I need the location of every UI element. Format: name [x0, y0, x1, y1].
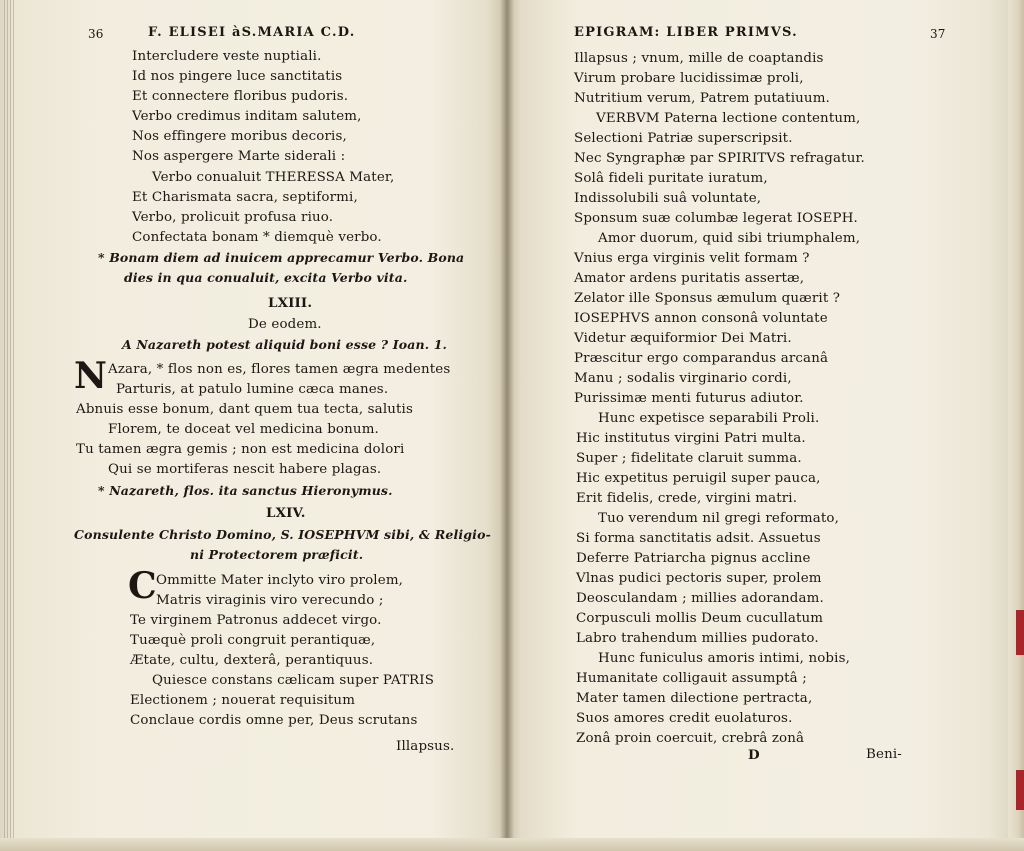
- text-line: Parturis, at patulo lumine cæca manes.: [116, 382, 389, 397]
- drop-cap: C: [128, 565, 157, 607]
- text-line: Suos amores credit euolaturos.: [576, 711, 793, 726]
- text-line: Solâ fideli puritate iuratum,: [574, 171, 768, 186]
- text-line: Corpusculi mollis Deum cucullatum: [576, 611, 824, 626]
- page-block-edge: [1008, 0, 1024, 851]
- book-gutter: [500, 0, 514, 851]
- text-line: Si forma sanctitatis adsit. Assuetus: [576, 531, 821, 546]
- text-line: Tuæquè proli congruit perantiquæ,: [130, 633, 376, 648]
- epigraph: A Nazareth potest aliquid boni esse ? Ioan. 1.: [122, 337, 448, 352]
- catchword: Beni-: [866, 747, 902, 762]
- text-line: Mater tamen dilectione pertracta,: [576, 691, 813, 706]
- section-title: Consulente Christo Domino, S. IOSEPHVM sibi, & Religio-: [74, 527, 491, 542]
- text-line: Purissimæ menti futurus adiutor.: [574, 391, 804, 406]
- text-line: Deosculandam ; millies adorandam.: [576, 591, 824, 606]
- text-line: Indissolubili suâ voluntate,: [574, 191, 762, 206]
- text-line: Verbo credimus inditam salutem,: [132, 109, 362, 124]
- bottom-page-edge: [0, 838, 1024, 851]
- text-line: Deferre Patriarcha pignus accline: [576, 551, 811, 566]
- text-line: Hic institutus virgini Patri multa.: [576, 431, 806, 446]
- section-title: ni Protectorem præficit.: [190, 547, 364, 562]
- page-number-left: 36: [88, 27, 104, 41]
- catchword: Illapsus.: [396, 739, 455, 754]
- text-line: Verbo conualuit THERESSA Mater,: [152, 170, 395, 185]
- section-number: LXIII.: [268, 295, 313, 311]
- text-line: Electionem ; nouerat requisitum: [130, 693, 356, 708]
- text-line: Intercludere veste nuptiali.: [132, 49, 322, 64]
- text-line: Nutritium verum, Patrem putatiuum.: [574, 91, 830, 106]
- text-line: Nos effingere moribus decoris,: [132, 129, 347, 144]
- text-line: Florem, te doceat vel medicina bonum.: [108, 422, 379, 437]
- text-line: Illapsus ; vnum, mille de coaptandis: [574, 51, 824, 66]
- page-edges: [4, 0, 14, 851]
- text-line: Quiesce constans cælicam super PATRIS: [152, 673, 435, 688]
- text-line: Super ; fidelitate claruit summa.: [576, 451, 802, 466]
- text-line: Verbo, prolicuit profusa riuo.: [132, 210, 334, 225]
- text-line: Matris viraginis viro verecundo ;: [156, 593, 384, 608]
- footnote-line: * Bonam diem ad inuicem apprecamur Verbo. Bona: [98, 250, 465, 265]
- text-line: Amor duorum, quid sibi triumphalem,: [598, 231, 861, 246]
- text-line: Selectioni Patriæ superscripsit.: [574, 131, 793, 146]
- page-number-right: 37: [930, 27, 946, 41]
- text-line: Azara, * flos non es, flores tamen ægra medentes: [108, 362, 451, 377]
- red-edge-mark: [1016, 610, 1024, 655]
- text-line: Nos aspergere Marte siderali :: [132, 149, 346, 164]
- text-line: Nec Syngraphæ par SPIRITVS refragatur.: [574, 151, 865, 166]
- text-line: Id nos pingere luce sanctitatis: [132, 69, 343, 84]
- text-line: Virum probare lucidissimæ proli,: [574, 71, 804, 86]
- text-line: Labro trahendum millies pudorato.: [576, 631, 819, 646]
- running-head-left: F. ELISEI àS.MARIA C.D.: [148, 25, 356, 40]
- text-line: Videtur æquiformior Dei Matri.: [574, 331, 792, 346]
- text-line: Hunc funiculus amoris intimi, nobis,: [598, 651, 851, 666]
- text-line: Præscitur ergo comparandus arcanâ: [574, 351, 829, 366]
- text-line: Erit fidelis, crede, virgini matri.: [576, 491, 798, 506]
- text-line: Hunc expetisce separabili Proli.: [598, 411, 820, 426]
- text-line: Tuo verendum nil gregi reformato,: [598, 511, 839, 526]
- text-line: Vnius erga virginis velit formam ?: [574, 251, 810, 266]
- text-line: Zonâ proin coercuit, crebrâ zonâ: [576, 731, 805, 746]
- text-line: Sponsum suæ columbæ legerat IOSEPH.: [574, 211, 858, 226]
- red-edge-mark: [1016, 770, 1024, 810]
- text-line: Amator ardens puritatis assertæ,: [574, 271, 805, 286]
- text-line: Tu tamen ægra gemis ; non est medicina dolori: [76, 442, 405, 457]
- text-line: Ætate, cultu, dexterâ, perantiquus.: [130, 653, 374, 668]
- footnote-line: * Nazareth, flos. ita sanctus Hieronymus.: [98, 483, 393, 498]
- text-line: Humanitate colligauit assumptâ ;: [576, 671, 807, 686]
- section-title: De eodem.: [248, 317, 322, 332]
- text-line: VERBVM Paterna lectione contentum,: [596, 111, 861, 126]
- text-line: Confectata bonam * diemquè verbo.: [132, 230, 382, 245]
- text-line: Zelator ille Sponsus æmulum quærit ?: [574, 291, 841, 306]
- running-head-right: EPIGRAM: LIBER PRIMVS.: [574, 25, 798, 40]
- text-line: Vlnas pudici pectoris super, prolem: [576, 571, 822, 586]
- text-line: Hic expetitus peruigil super pauca,: [576, 471, 821, 486]
- section-number: LXIV.: [266, 505, 306, 521]
- text-line: Abnuis esse bonum, dant quem tua tecta, salutis: [76, 402, 414, 417]
- text-line: Conclaue cordis omne per, Deus scrutans: [130, 713, 418, 728]
- drop-cap: N: [74, 355, 107, 397]
- text-line: Te virginem Patronus addecet virgo.: [130, 613, 382, 628]
- footnote-line: dies in qua conualuit, excita Verbo vita.: [124, 270, 408, 285]
- text-line: IOSEPHVS annon consonâ voluntate: [574, 311, 828, 326]
- signature-mark: D: [748, 747, 760, 763]
- text-line: Manu ; sodalis virginario cordi,: [574, 371, 792, 386]
- text-line: Qui se mortiferas nescit habere plagas.: [108, 462, 382, 477]
- text-line: Et connectere floribus pudoris.: [132, 89, 349, 104]
- text-line: Ommitte Mater inclyto viro prolem,: [156, 573, 404, 588]
- text-line: Et Charismata sacra, septiformi,: [132, 190, 358, 205]
